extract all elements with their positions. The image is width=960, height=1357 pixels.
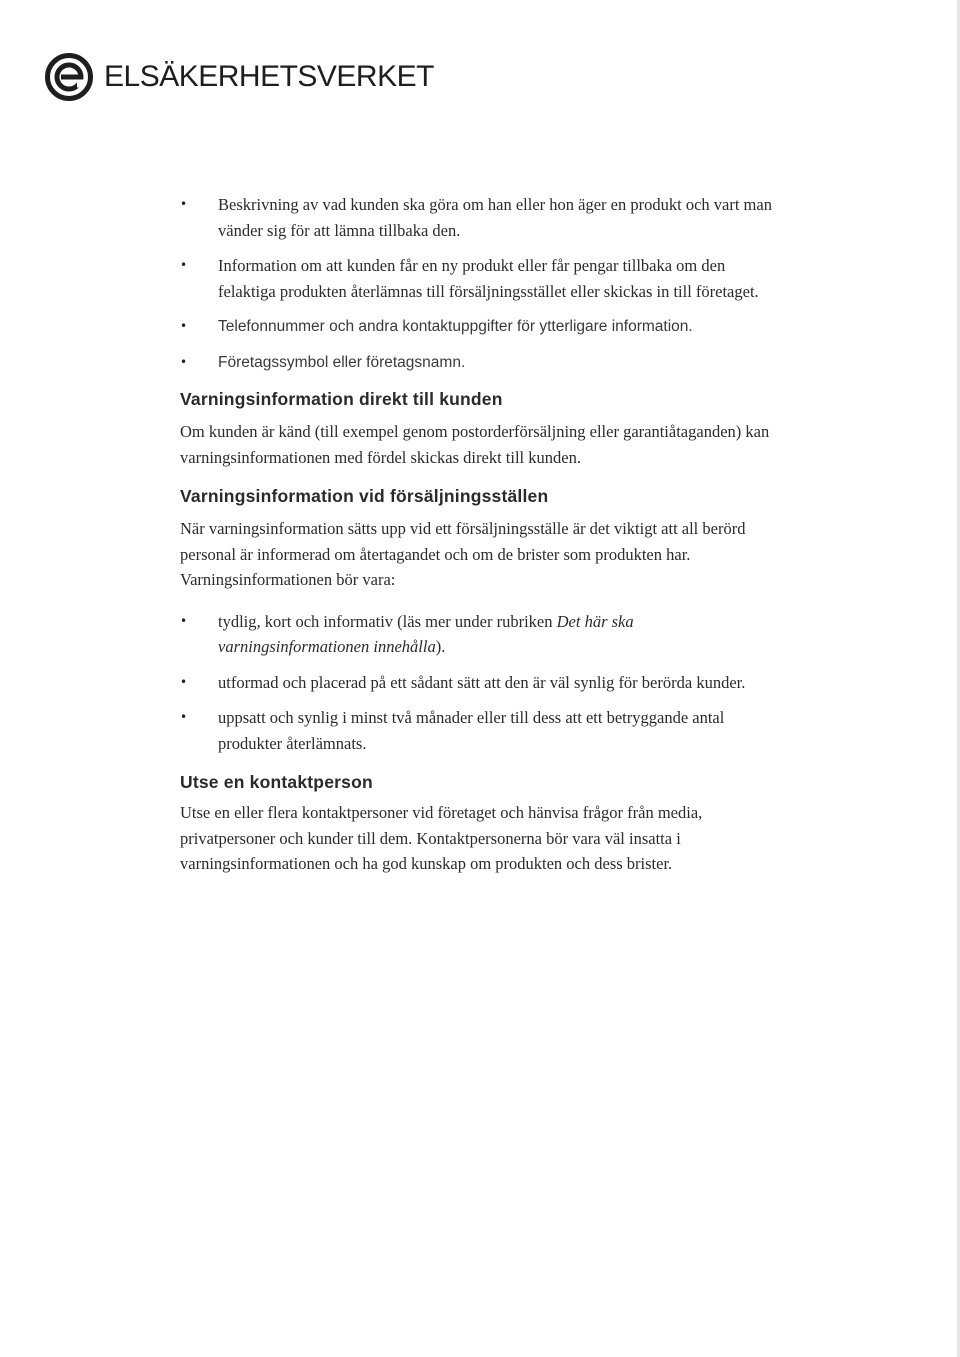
list-item-text: uppsatt och synlig i minst två månader eller till dess att ett betryggande antal produkter återlämnats. — [218, 708, 725, 753]
list-item — [180, 609, 780, 660]
list-item — [180, 314, 780, 340]
bullet-list-top — [180, 192, 780, 375]
list-item — [180, 705, 780, 756]
list-item-text: Företagssymbol eller företagsnamn. — [218, 353, 466, 371]
paragraph-contact: Utse en eller flera kontaktpersoner vid företaget och hänvisa frågor från media, privatpersoner och kunder till dem. Kontaktpersonerna bör vara väl insatta i varningsinformationen och ha god kunskap om produkten och dess brister. — [180, 803, 703, 873]
section-heading-direct: Varningsinformation direkt till kunden — [180, 389, 503, 409]
list-item-text: Information om att kunden får en ny produkt eller får pengar tillbaka om den felaktiga produkten återlämnas till försäljningsstället eller skickas in till företaget. — [218, 256, 759, 301]
list-item-italic-reference: Det här ska varningsinformationen innehålla — [218, 611, 634, 656]
list-item — [180, 253, 780, 304]
paragraph-store: När varningsinformation sätts upp vid ett försäljningsställe är det viktigt att all berörd personal är informerad om återtagandet och om de brister som produkten har. Varningsinformationen bör vara: — [180, 519, 746, 589]
section-heading-store: Varningsinformation vid försäljningsställen — [180, 486, 549, 506]
paragraph-direct: Om kunden är känd (till exempel genom postorderförsäljning eller garantiåtaganden) kan varningsinformationen med fördel skickas direkt till kunden. — [180, 422, 770, 467]
bullet-list-store — [180, 609, 780, 757]
elsakerhetsverket-logo-icon — [44, 52, 94, 102]
list-item — [180, 192, 780, 243]
list-item-text: Beskrivning av vad kunden ska göra om han eller hon äger en produkt och vart man vänder sig för att lämna tillbaka den. — [218, 195, 772, 240]
section-heading-contact: Utse en kontaktperson — [180, 772, 373, 792]
logo-text: ELSÄKERHETSVERKET — [104, 60, 434, 93]
list-item-text: utformad och placerad på ett sådant sätt att den är väl synlig för berörda kunder. — [218, 672, 746, 692]
list-item-text: tydlig, kort och informativ (läs mer under rubriken — [218, 611, 557, 631]
list-item-text-end: ). — [435, 637, 446, 656]
document-header — [44, 52, 434, 102]
list-item — [180, 350, 780, 376]
document-body — [180, 192, 780, 877]
list-item-text: Telefonnummer och andra kontaktuppgifter för ytterligare information. — [218, 318, 693, 335]
list-item — [180, 670, 780, 696]
